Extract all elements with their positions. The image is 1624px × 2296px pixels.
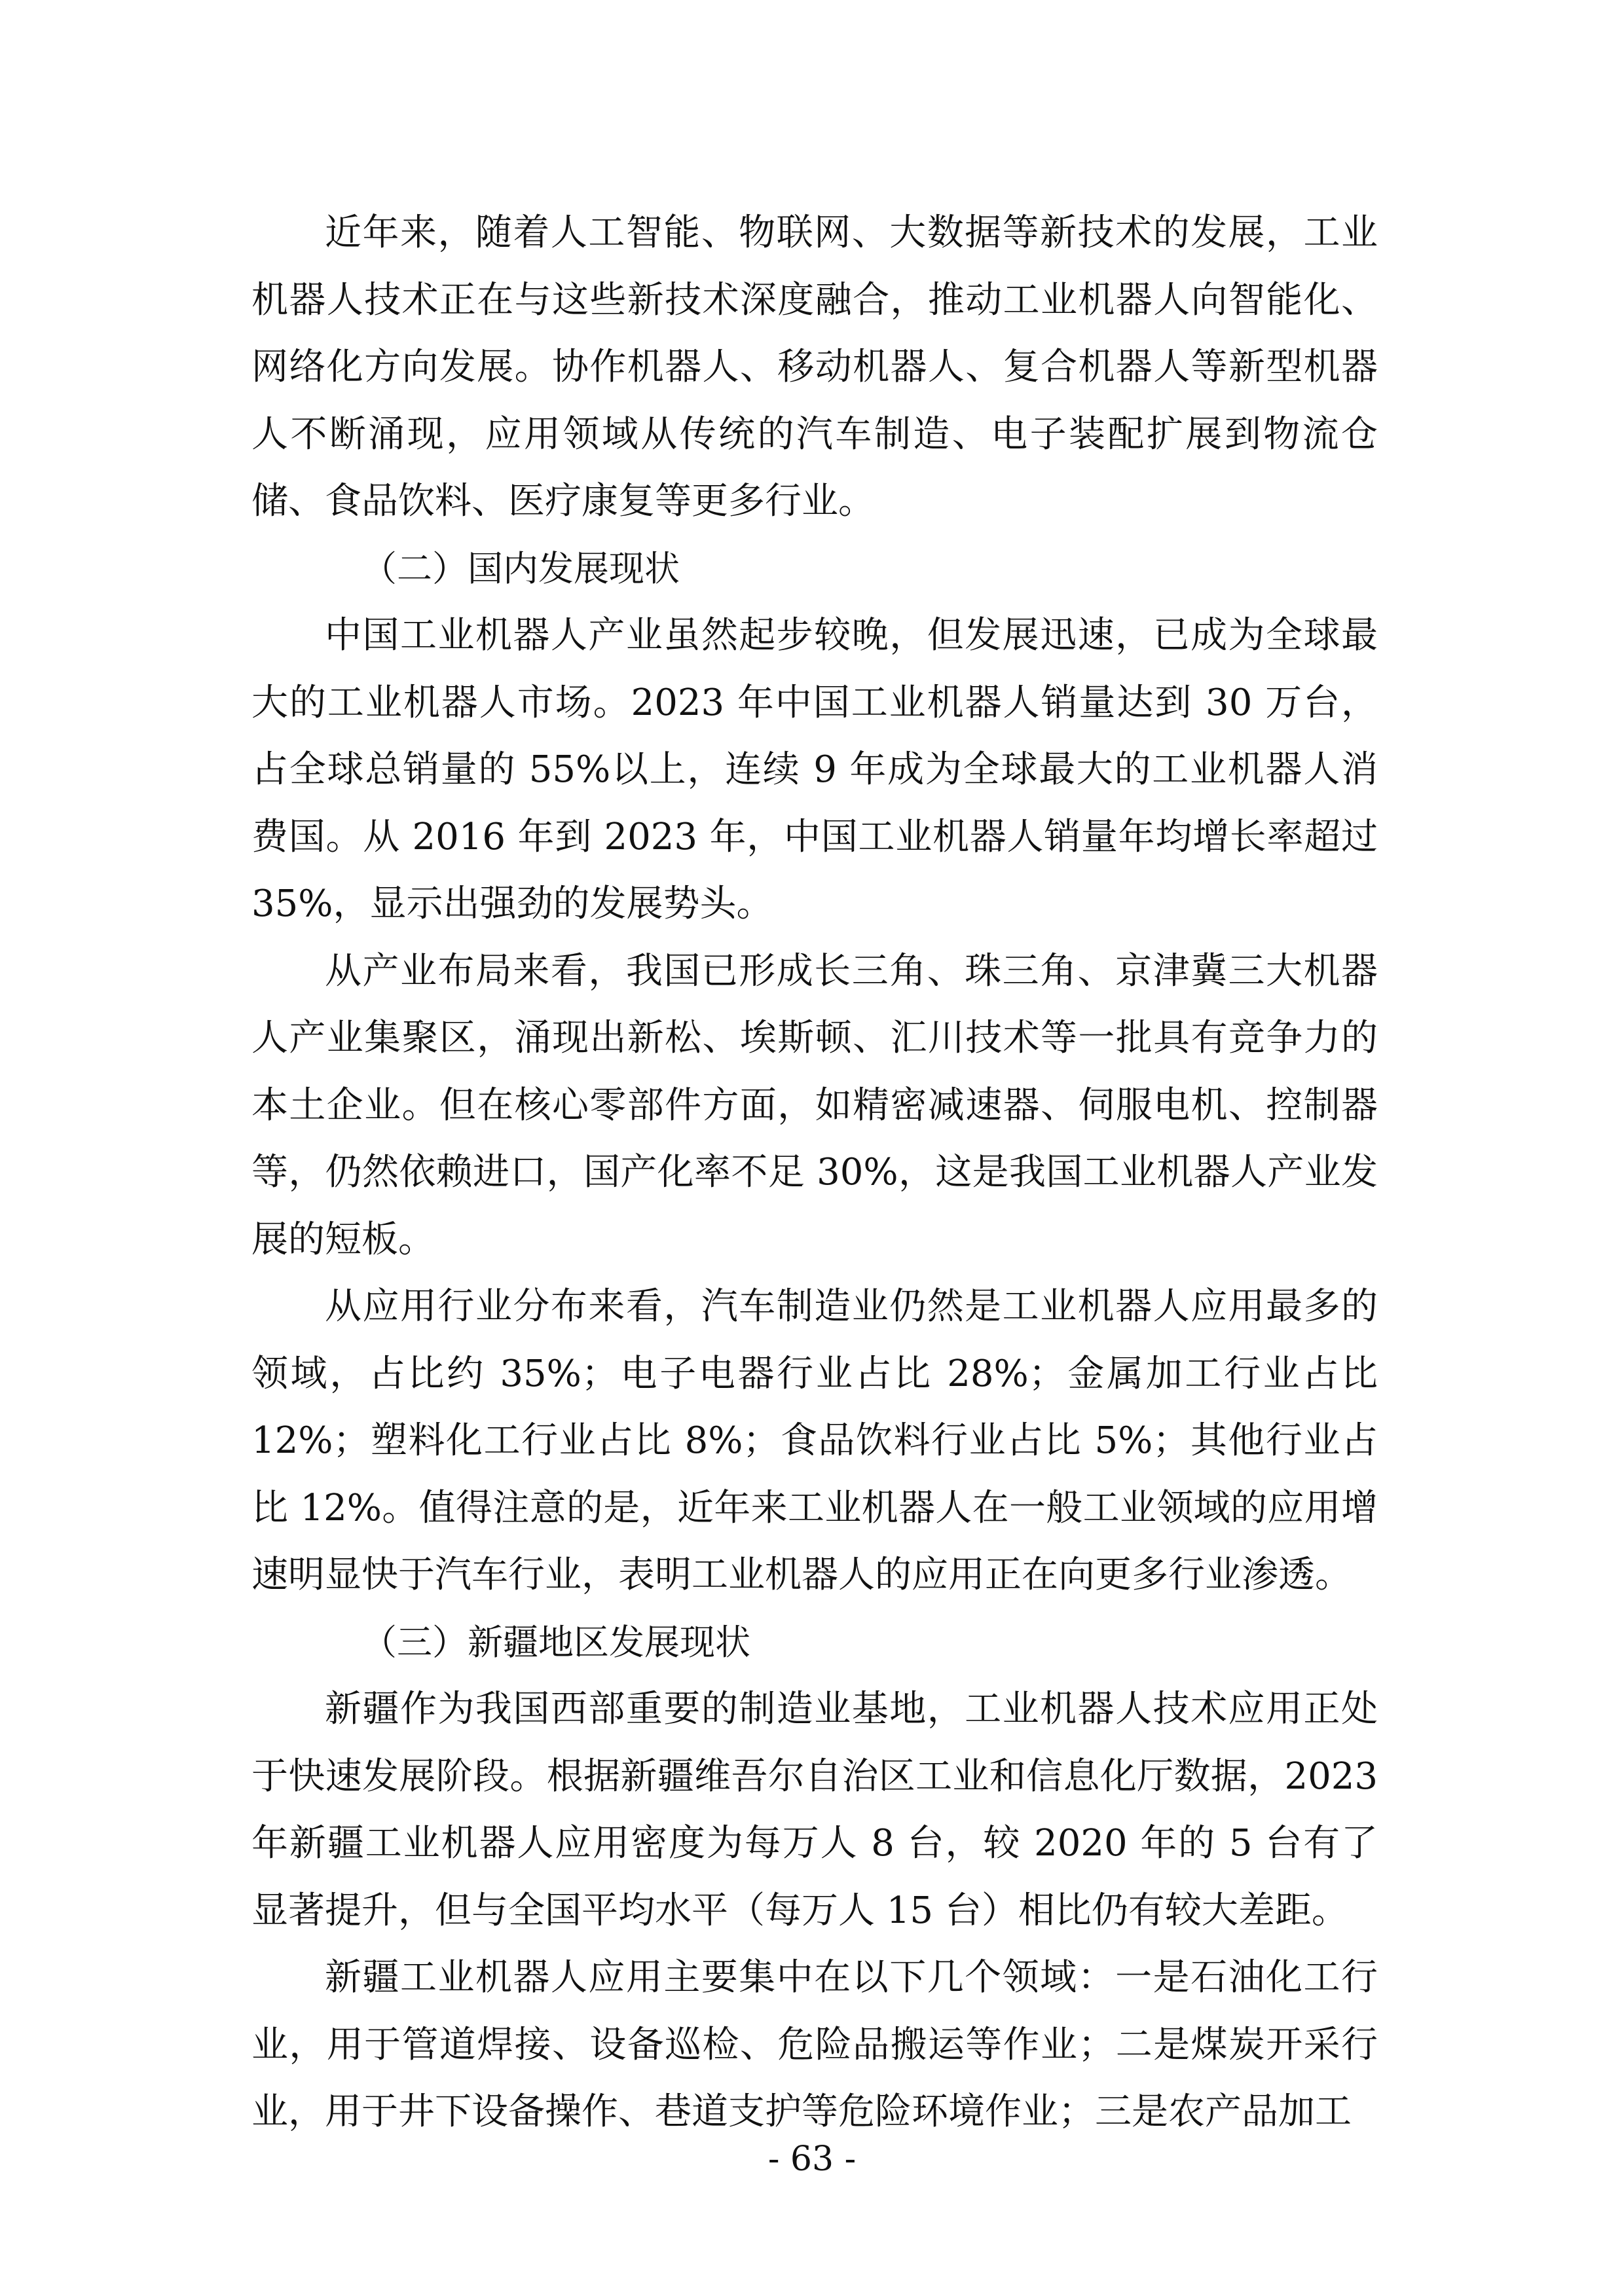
page-number: - 63 - bbox=[767, 2140, 857, 2179]
body-paragraph: 从产业布局来看，我国已形成长三角、珠三角、京津冀三大机器人产业集聚区，涌现出新松、埃斯顿、汇川技术等一批具有竞争力的本土企业。但在核心零部件方面，如精密减速器、伺服电机、控制器等，仍然依赖进口，国产化率不足 30%，这是我国工业机器人产业发展的短板。 bbox=[251, 949, 1378, 1261]
page-body bbox=[251, 200, 1378, 2146]
section-heading-domestic: （二）国内发展现状 bbox=[361, 547, 680, 589]
body-paragraph: 新疆工业机器人应用主要集中在以下几个领域：一是石油化工行业，用于管道焊接、设备巡检、危险品搬运等作业；二是煤炭开采行业，用于井下设备操作、巷道支护等危险环境作业；三是农产品加工 bbox=[251, 1956, 1378, 2133]
section-heading-xinjiang: （三）新疆地区发展现状 bbox=[361, 1621, 750, 1663]
body-paragraph: 近年来，随着人工智能、物联网、大数据等新技术的发展，工业机器人技术正在与这些新技术深度融合，推动工业机器人向智能化、网络化方向发展。协作机器人、移动机器人、复合机器人等新型机器人不断涌现，应用领域从传统的汽车制造、电子装配扩展到物流仓储、食品饮料、医疗康复等更多行业。 bbox=[251, 211, 1378, 522]
body-paragraph: 从应用行业分布来看，汽车制造业仍然是工业机器人应用最多的领域，占比约 35%；电子电器行业占比 28%；金属加工行业占比 12%；塑料化工行业占比 8%；食品饮料行业占比 5%；其他行业占比 12%。值得注意的是，近年来工业机器人在一般工业领域的应用增速明显快于汽车行业，表明工业机器人的应用正在向更多行业渗透。 bbox=[251, 1285, 1378, 1596]
body-paragraph: 中国工业机器人产业虽然起步较晚，但发展迅速，已成为全球最大的工业机器人市场。2023 年中国工业机器人销量达到 30 万台，占全球总销量的 55%以上，连续 9 年成为全球最大的工业机器人消费国。从 2016 年到 2023 年，中国工业机器人销量年均增长率超过 35%，显示出强劲的发展势头。 bbox=[251, 614, 1378, 925]
body-paragraph: 新疆作为我国西部重要的制造业基地，工业机器人技术应用正处于快速发展阶段。根据新疆维吾尔自治区工业和信息化厅数据，2023 年新疆工业机器人应用密度为每万人 8 台，较 2020 年的 5 台有了显著提升，但与全国平均水平（每万人 15 台）相比仍有较大差距。 bbox=[251, 1688, 1378, 1932]
